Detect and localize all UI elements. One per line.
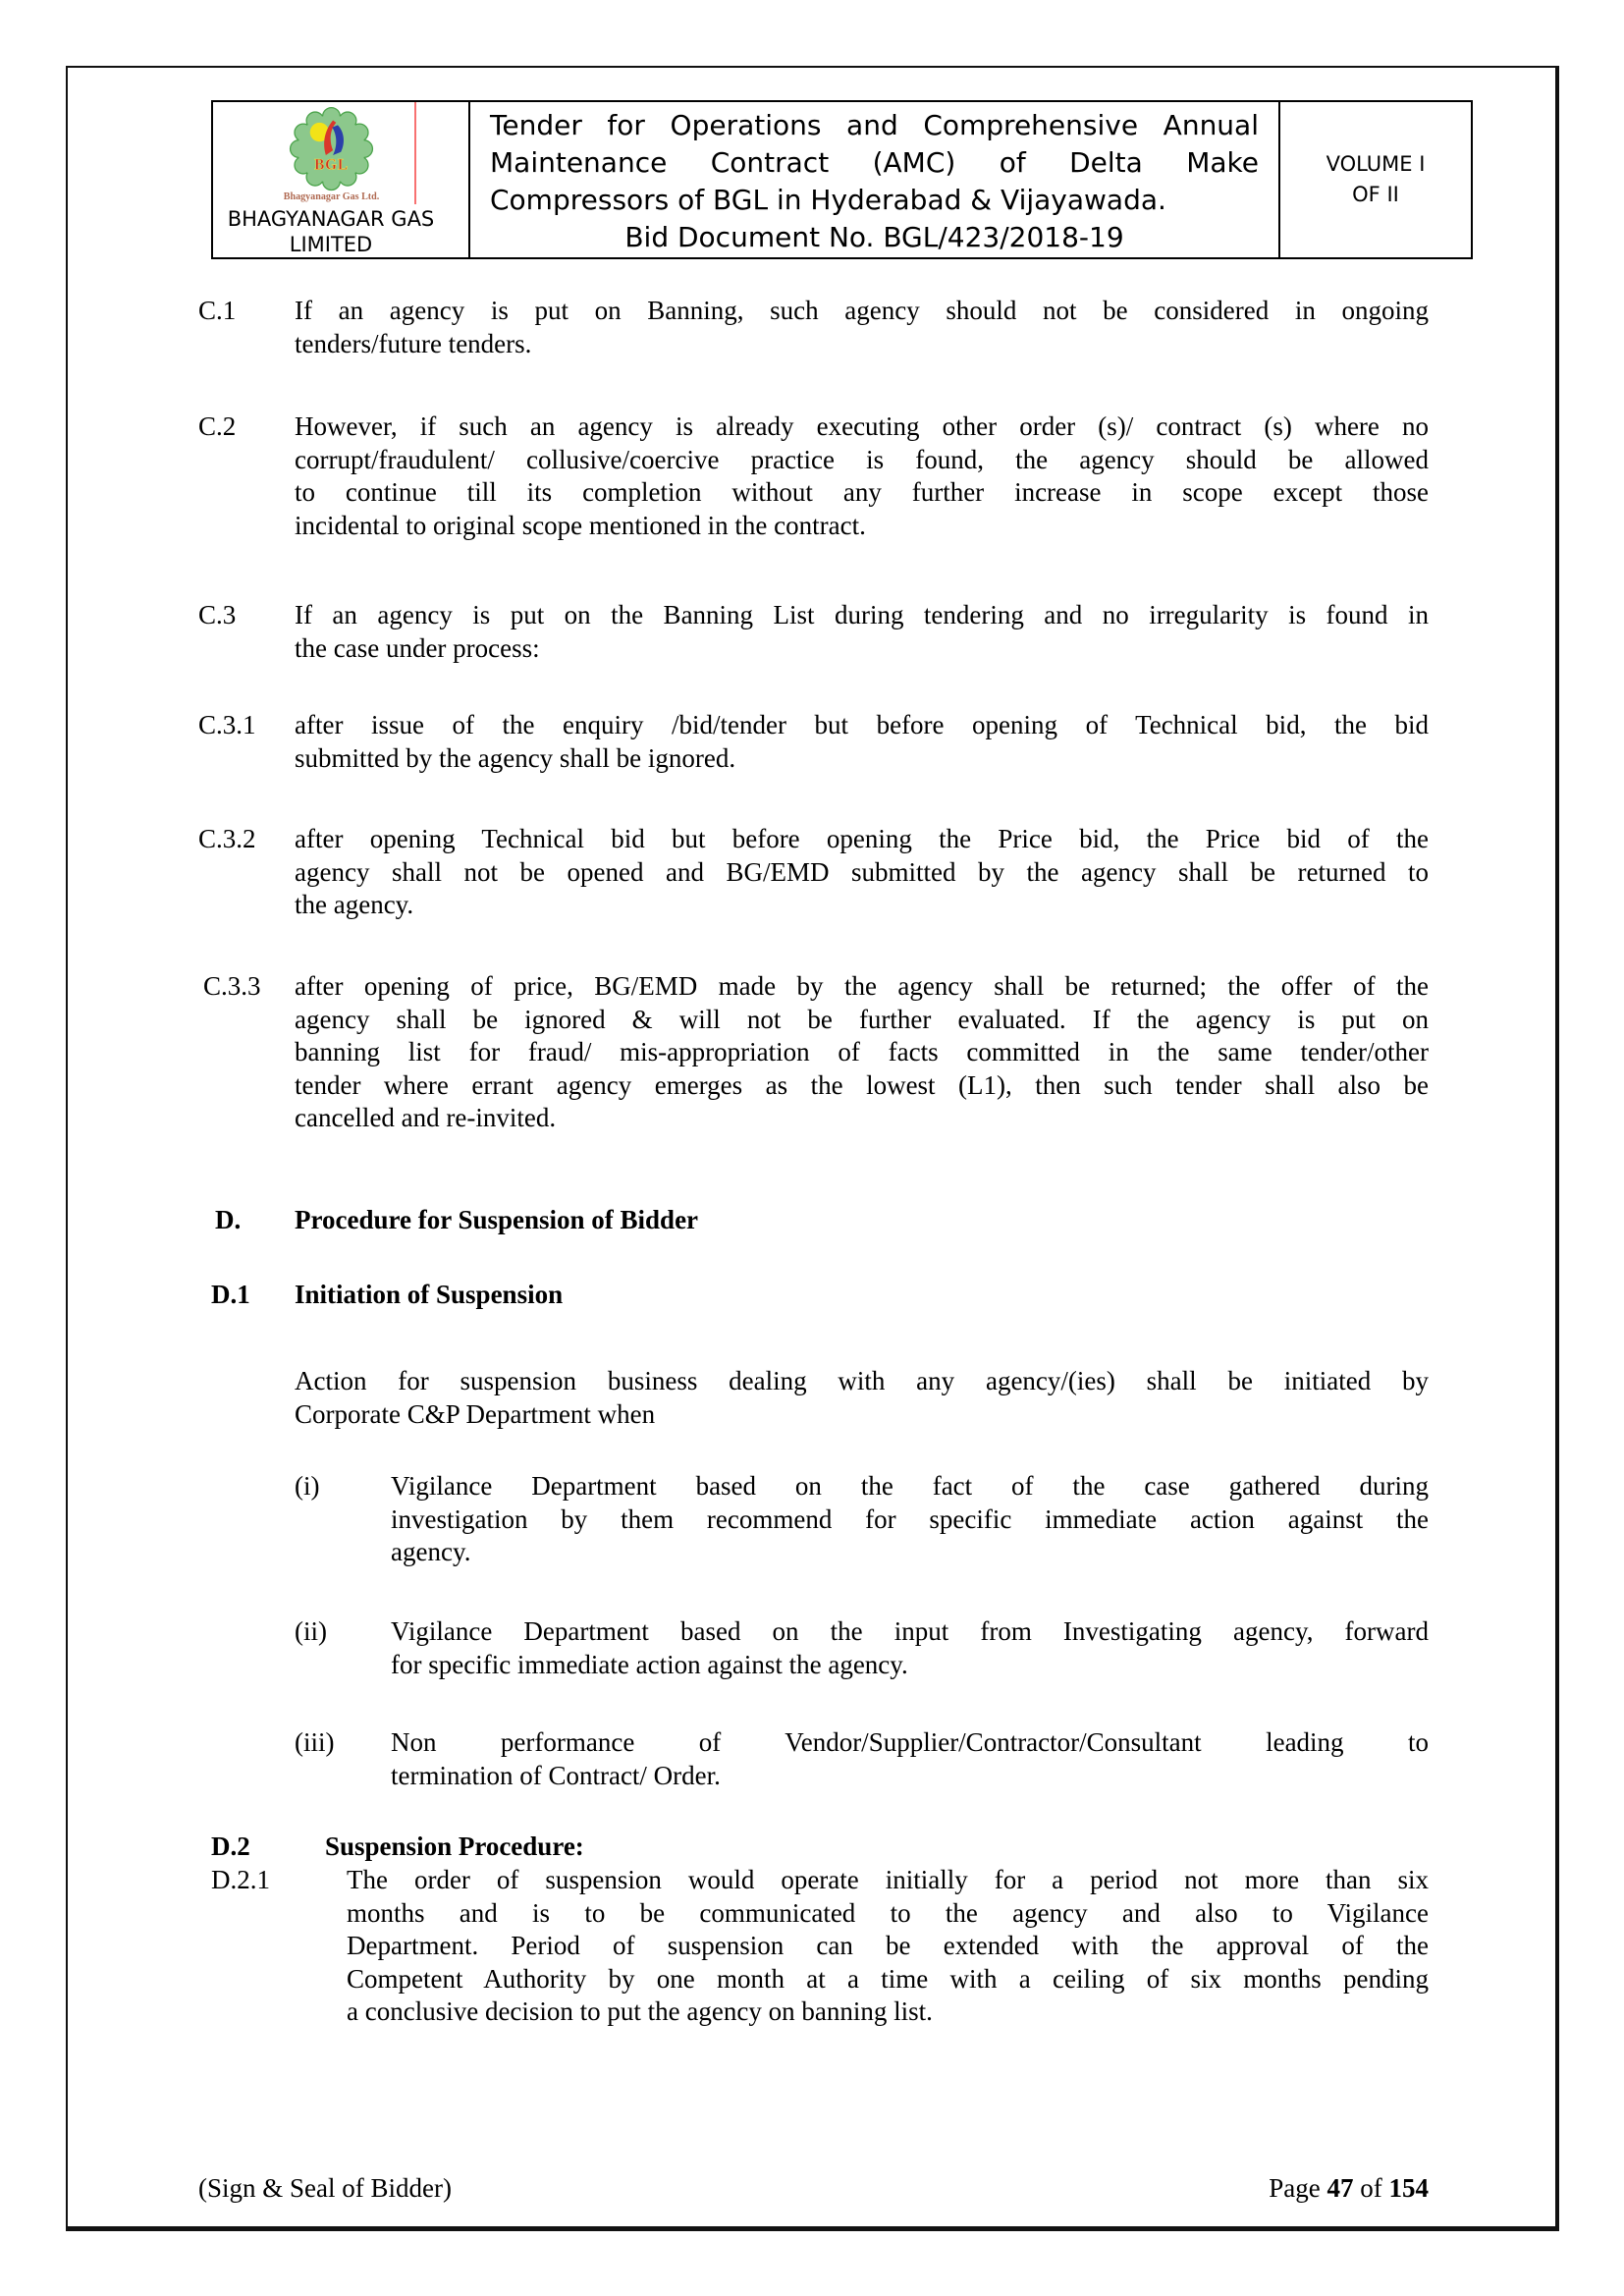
text-line: submitted by the agency shall be ignored. — [295, 742, 736, 773]
logo-subtitle: Bhagyanagar Gas Ltd. — [283, 191, 379, 203]
page-label: Page — [1269, 2173, 1321, 2203]
section-c33-number: C.3.3 — [203, 971, 261, 1001]
item-i-text — [391, 1470, 1429, 1569]
text-line: Vigilance Department based on the fact of the case gathered during — [391, 1471, 1429, 1501]
text-line: tenders/future tenders. — [295, 328, 532, 358]
sign-seal-note: (Sign & Seal of Bidder) — [198, 2173, 452, 2203]
section-d1-number: D.1 — [211, 1280, 250, 1309]
section-c32-number: C.3.2 — [198, 824, 256, 853]
item-ii-text — [391, 1615, 1429, 1681]
text-line: the case under process: — [295, 632, 540, 663]
section-d21-number: D.2.1 — [211, 1865, 270, 1894]
section-c33-text — [295, 970, 1429, 1135]
header-volume-cell — [1278, 102, 1471, 257]
section-d1-heading — [211, 1279, 1429, 1312]
text-line: Maintenance Contract (AMC) of Delta Make — [490, 146, 1259, 179]
section-d-number: D. — [215, 1205, 242, 1234]
text-line: after opening Technical bid but before opening the Price bid, the Price bid of the — [295, 824, 1429, 853]
text-line: agency. — [391, 1537, 471, 1566]
section-item-ii — [295, 1615, 1429, 1681]
section-d2-number: D.2 — [211, 1831, 250, 1861]
item-iii-number: (iii) — [295, 1727, 335, 1757]
text-line: If an agency is put on the Banning List during tendering and no irregularity is found in — [295, 600, 1429, 629]
text-line: Competent Authority by one month at a time with a ceiling of six months pending — [347, 1963, 1429, 1994]
text-line: Non performance of Vendor/Supplier/Contractor/Consultant leading to — [391, 1727, 1429, 1757]
section-c1 — [198, 295, 1429, 360]
text-line: months and is to be communicated to the agency and also to Vigilance — [347, 1897, 1429, 1928]
company-name-line2: LIMITED — [289, 233, 373, 256]
section-c31-text — [295, 709, 1429, 775]
company-name — [228, 206, 435, 257]
text-line: for specific immediate action against the agency. — [391, 1649, 908, 1679]
section-c3-number: C.3 — [198, 600, 237, 629]
section-c31-number: C.3.1 — [198, 710, 256, 739]
text-line: agency shall not be opened and BG/EMD submitted by the agency shall be returned to — [295, 856, 1429, 887]
text-line: Tender for Operations and Comprehensive Annual — [490, 109, 1259, 141]
item-i-number: (i) — [295, 1471, 320, 1501]
section-d2-heading — [211, 1831, 1429, 1864]
item-iii-text — [391, 1726, 1429, 1792]
volume-line2: OF II — [1352, 183, 1399, 206]
section-item-i — [295, 1470, 1429, 1569]
text-line: incidental to original scope mentioned in the contract. — [295, 510, 866, 540]
section-c2-text — [295, 410, 1429, 542]
header-logo-cell — [213, 102, 470, 257]
section-d1-title: Initiation of Suspension — [295, 1280, 564, 1309]
text-line: after issue of the enquiry /bid/tender but before opening of Technical bid, the bid — [295, 710, 1429, 739]
header-title-cell — [470, 102, 1278, 257]
section-d-title: Procedure for Suspension of Bidder — [295, 1205, 699, 1234]
section-d1-intro — [295, 1365, 1429, 1431]
section-item-iii — [295, 1726, 1429, 1792]
text-line: Action for suspension business dealing with any agency/(ies) shall be initiated by — [295, 1366, 1429, 1395]
text-line: Corporate C&P Department when — [295, 1398, 656, 1429]
section-c3 — [198, 599, 1429, 665]
item-ii-number: (ii) — [295, 1616, 327, 1646]
of-label: of — [1360, 2173, 1382, 2203]
section-c31 — [198, 709, 1429, 775]
text-line: after opening of price, BG/EMD made by the agency shall be returned; the offer of the — [295, 971, 1429, 1001]
text-line: Department. Period of suspension can be extended with the approval of the — [347, 1931, 1429, 1960]
section-c32 — [198, 823, 1429, 922]
text-line: agency shall be ignored & will not be further evaluated. If the agency is put on — [295, 1004, 1429, 1034]
text-line: Vigilance Department based on the input from Investigating agency, forward — [391, 1616, 1429, 1646]
section-c2-number: C.2 — [198, 411, 237, 441]
total-pages-value: 154 — [1388, 2173, 1429, 2203]
logo-monogram: BGL — [313, 156, 349, 174]
company-name-line1: BHAGYANAGAR GAS — [227, 207, 435, 231]
section-d-heading — [215, 1204, 1429, 1237]
page-number-value: 47 — [1326, 2173, 1354, 2203]
text-line: cancelled and re-invited. — [295, 1103, 557, 1132]
red-divider-line — [414, 102, 416, 204]
header-table — [211, 100, 1473, 259]
text-line: a conclusive decision to put the agency on banning list. — [347, 1996, 933, 2026]
text-line: Bid Document No. BGL/423/2018-19 — [624, 221, 1124, 253]
text-line: If an agency is put on Banning, such agency should not be considered in ongoing — [295, 296, 1429, 325]
text-line: the agency. — [295, 890, 414, 919]
text-line: investigation by them recommend for specific immediate action against the — [391, 1503, 1429, 1534]
tender-title — [490, 107, 1259, 256]
section-d1-intro-text — [295, 1365, 1429, 1431]
text-line: to continue till its completion without any further increase in scope except those — [295, 477, 1429, 507]
section-d2-title: Suspension Procedure: — [325, 1831, 584, 1861]
text-line: termination of Contract/ Order. — [391, 1760, 721, 1790]
text-line: corrupt/fraudulent/ collusive/coercive practice is found, the agency should be allowed — [295, 444, 1429, 474]
bgl-logo-icon — [284, 106, 379, 204]
section-d21-text — [347, 1864, 1429, 2029]
section-c2 — [198, 410, 1429, 542]
section-c3-text — [295, 599, 1429, 665]
text-line: tender where errant agency emerges as the lowest (L1), then such tender shall also be — [295, 1069, 1429, 1100]
section-c32-text — [295, 823, 1429, 922]
page-number — [1269, 2172, 1429, 2205]
text-line: The order of suspension would operate initially for a period not more than six — [347, 1865, 1429, 1894]
section-d21 — [211, 1864, 1429, 2029]
volume-line1: VOLUME I — [1326, 152, 1426, 176]
text-line: Compressors of BGL in Hyderabad & Vijayawada. — [490, 184, 1166, 216]
section-c1-number: C.1 — [198, 296, 237, 325]
text-line: banning list for fraud/ mis-appropriation of facts committed in the same tender/other — [295, 1037, 1429, 1066]
section-c1-text — [295, 295, 1429, 360]
text-line: However, if such an agency is already executing other order (s)/ contract (s) where no — [295, 411, 1429, 441]
section-c33 — [203, 970, 1429, 1135]
